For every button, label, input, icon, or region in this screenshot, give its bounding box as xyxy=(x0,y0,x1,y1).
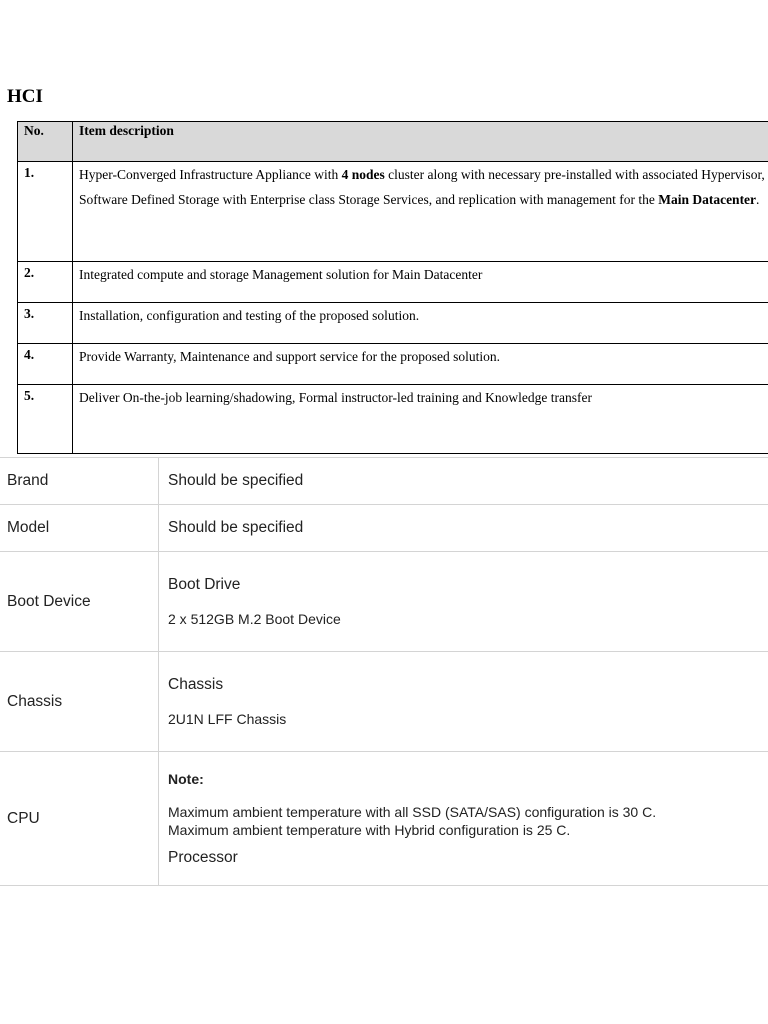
table-row xyxy=(18,344,768,385)
row-number: 3. xyxy=(18,303,73,344)
row-number: 2. xyxy=(18,262,73,303)
row-description: Installation, configuration and testing of the proposed solution. xyxy=(73,303,768,344)
spec-value: Should be specified xyxy=(159,505,768,552)
note-line: Maximum ambient temperature with Hybrid configuration is 25 C. xyxy=(168,821,571,838)
section-title: HCI xyxy=(7,86,43,107)
desc-bold-nodes: 4 nodes xyxy=(341,167,385,182)
spec-row-model xyxy=(0,505,768,552)
spec-value xyxy=(159,552,768,652)
specs-table xyxy=(0,457,768,886)
spec-value: Should be specified xyxy=(159,458,768,505)
spec-row-brand xyxy=(0,458,768,505)
desc-text: cluster along with necessary pre-installed with associated Hypervisor, Software Defined Storage with Enterprise class Storage Services, and replication with management for the xyxy=(79,167,765,207)
spec-subheading: Boot Drive xyxy=(168,576,241,593)
table-row xyxy=(18,303,768,344)
desc-text: . xyxy=(756,192,760,207)
table-row xyxy=(18,162,768,262)
header-no: No. xyxy=(18,122,73,162)
spec-label: Chassis xyxy=(0,652,159,752)
spec-label: Brand xyxy=(0,458,159,505)
row-description xyxy=(73,162,768,262)
row-description: Integrated compute and storage Management solution for Main Datacenter xyxy=(73,262,768,303)
table-row xyxy=(18,385,768,454)
header-item-description: Item description xyxy=(73,122,768,162)
row-description: Deliver On-the-job learning/shadowing, Formal instructor-led training and Knowledge transfer xyxy=(73,385,768,454)
spec-label: CPU xyxy=(0,752,159,886)
spec-label: Boot Device xyxy=(0,552,159,652)
spec-value xyxy=(159,752,768,886)
spec-row-cpu xyxy=(0,752,768,886)
spec-row-boot-device xyxy=(0,552,768,652)
note-line: Maximum ambient temperature with all SSD (SATA/SAS) configuration is 30 C. xyxy=(168,803,657,820)
spec-detail: 2U1N LFF Chassis xyxy=(168,711,287,727)
spec-value xyxy=(159,652,768,752)
note-label: Note: xyxy=(168,770,204,787)
spec-detail: 2 x 512GB M.2 Boot Device xyxy=(168,611,341,627)
row-number: 4. xyxy=(18,344,73,385)
table-row xyxy=(18,262,768,303)
row-number: 1. xyxy=(18,162,73,262)
row-description: Provide Warranty, Maintenance and support service for the proposed solution. xyxy=(73,344,768,385)
spec-label: Model xyxy=(0,505,159,552)
spec-row-chassis xyxy=(0,652,768,752)
items-table-header xyxy=(18,122,768,162)
items-table xyxy=(17,121,768,454)
spec-subheading: Chassis xyxy=(168,676,224,693)
row-number: 5. xyxy=(18,385,73,454)
desc-text: Hyper-Converged Infrastructure Appliance with xyxy=(79,167,342,182)
spec-subheading: Processor xyxy=(168,848,238,866)
desc-bold-datacenter: Main Datacenter xyxy=(658,192,757,207)
